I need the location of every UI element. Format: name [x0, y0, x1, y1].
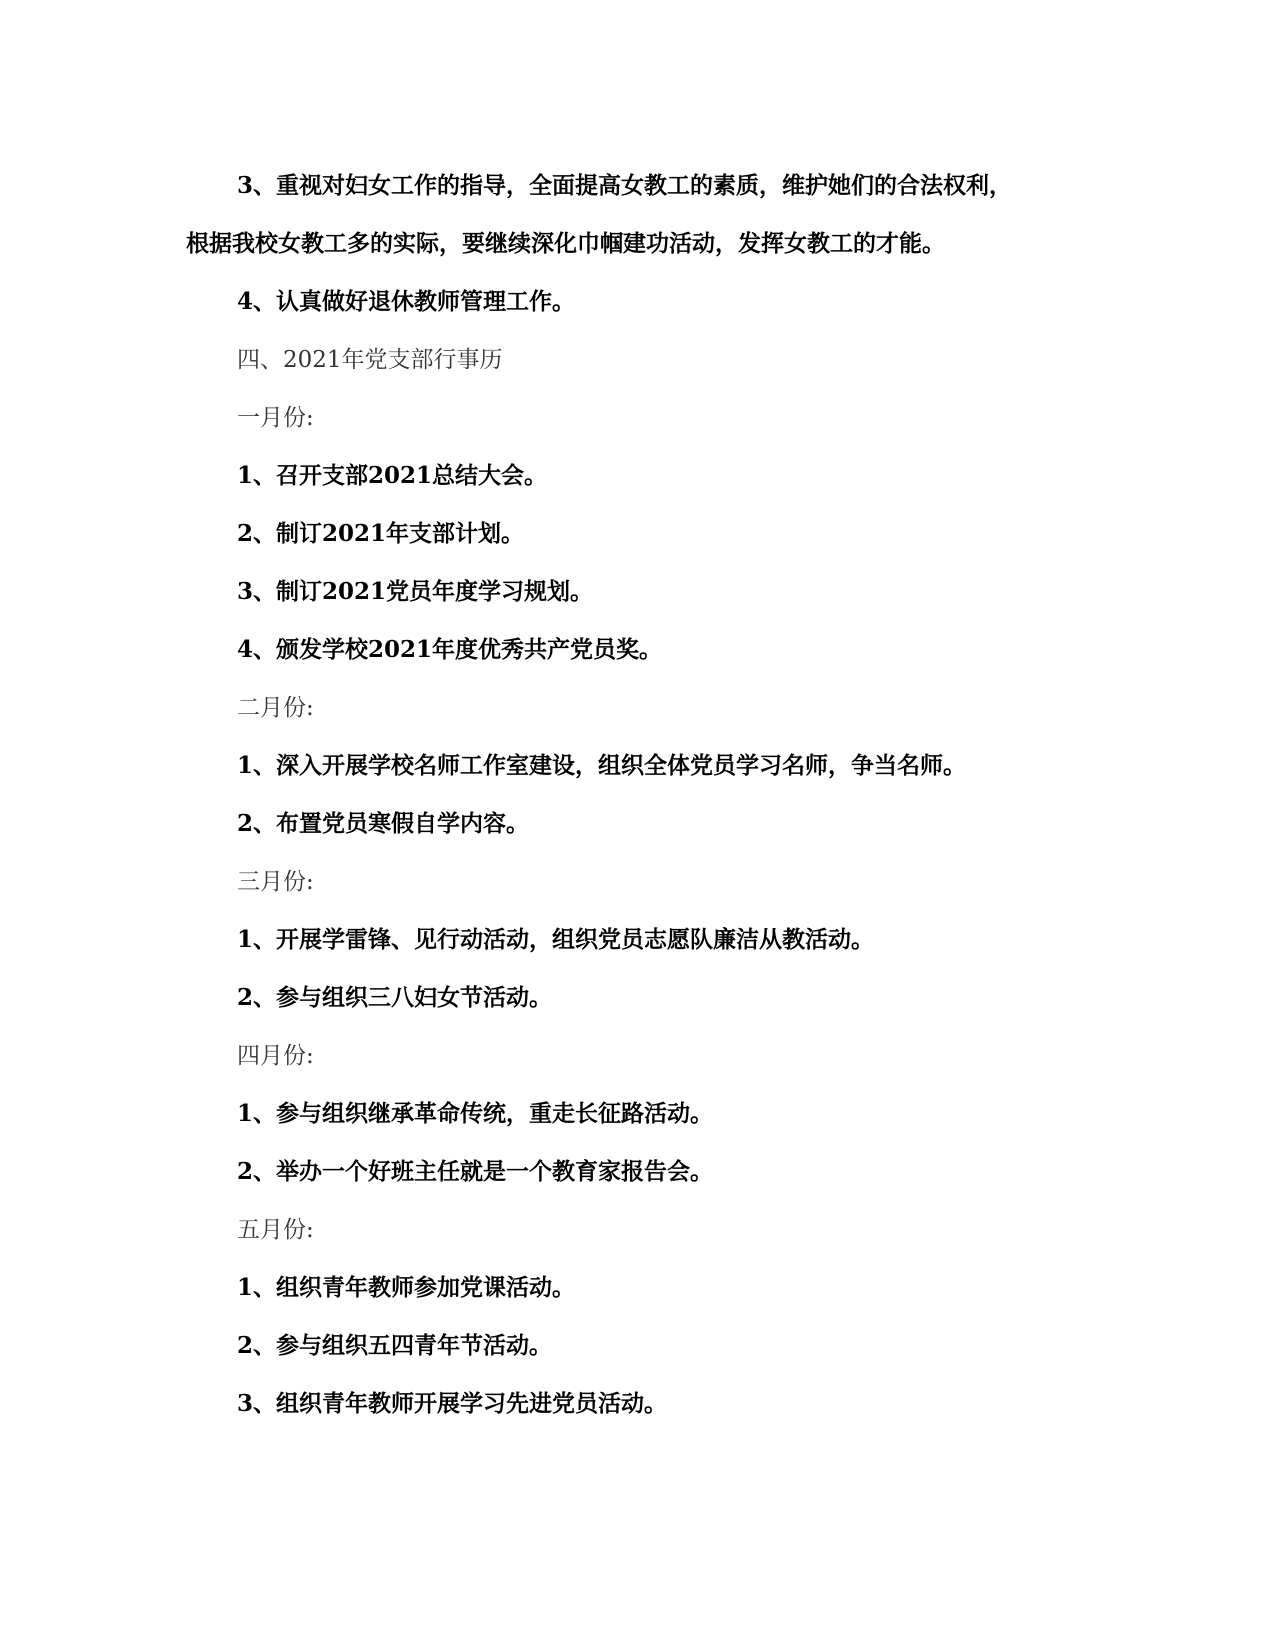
list-item: 2、参与组织五四青年节活动。 [237, 1332, 553, 1359]
list-item: 2、布置党员寒假自学内容。 [237, 810, 530, 837]
list-item: 4、颁发学校2021年度优秀共产党员奖。 [237, 636, 663, 663]
list-item: 1、开展学雷锋、见行动活动，组织党员志愿队廉洁从教活动。 [237, 926, 875, 953]
paragraph-line: 根据我校女教工多的实际，要继续深化巾帼建功活动，发挥女教工的才能。 [186, 230, 945, 257]
list-item: 1、召开支部2021总结大会。 [237, 462, 548, 489]
month-heading: 三月份: [237, 869, 314, 895]
section-heading: 四、2021年党支部行事历 [237, 347, 503, 373]
list-item: 2、参与组织三八妇女节活动。 [237, 984, 553, 1011]
list-item: 3、组织青年教师开展学习先进党员活动。 [237, 1390, 668, 1417]
month-heading: 五月份: [237, 1217, 314, 1243]
list-item: 1、组织青年教师参加党课活动。 [237, 1274, 576, 1301]
paragraph-line: 3、重视对妇女工作的指导，全面提高女教工的素质，维护她们的合法权利， [237, 172, 1013, 199]
list-item: 2、制订2021年支部计划。 [237, 520, 525, 547]
list-item: 1、深入开展学校名师工作室建设，组织全体党员学习名师，争当名师。 [237, 752, 967, 779]
month-heading: 二月份: [237, 695, 314, 721]
list-item: 3、制订2021党员年度学习规划。 [237, 578, 594, 605]
list-item: 1、参与组织继承革命传统，重走长征路活动。 [237, 1100, 714, 1127]
month-heading: 一月份: [237, 405, 314, 431]
month-heading: 四月份: [237, 1043, 314, 1069]
list-item: 2、举办一个好班主任就是一个教育家报告会。 [237, 1158, 714, 1185]
list-item: 4、认真做好退休教师管理工作。 [237, 288, 576, 315]
